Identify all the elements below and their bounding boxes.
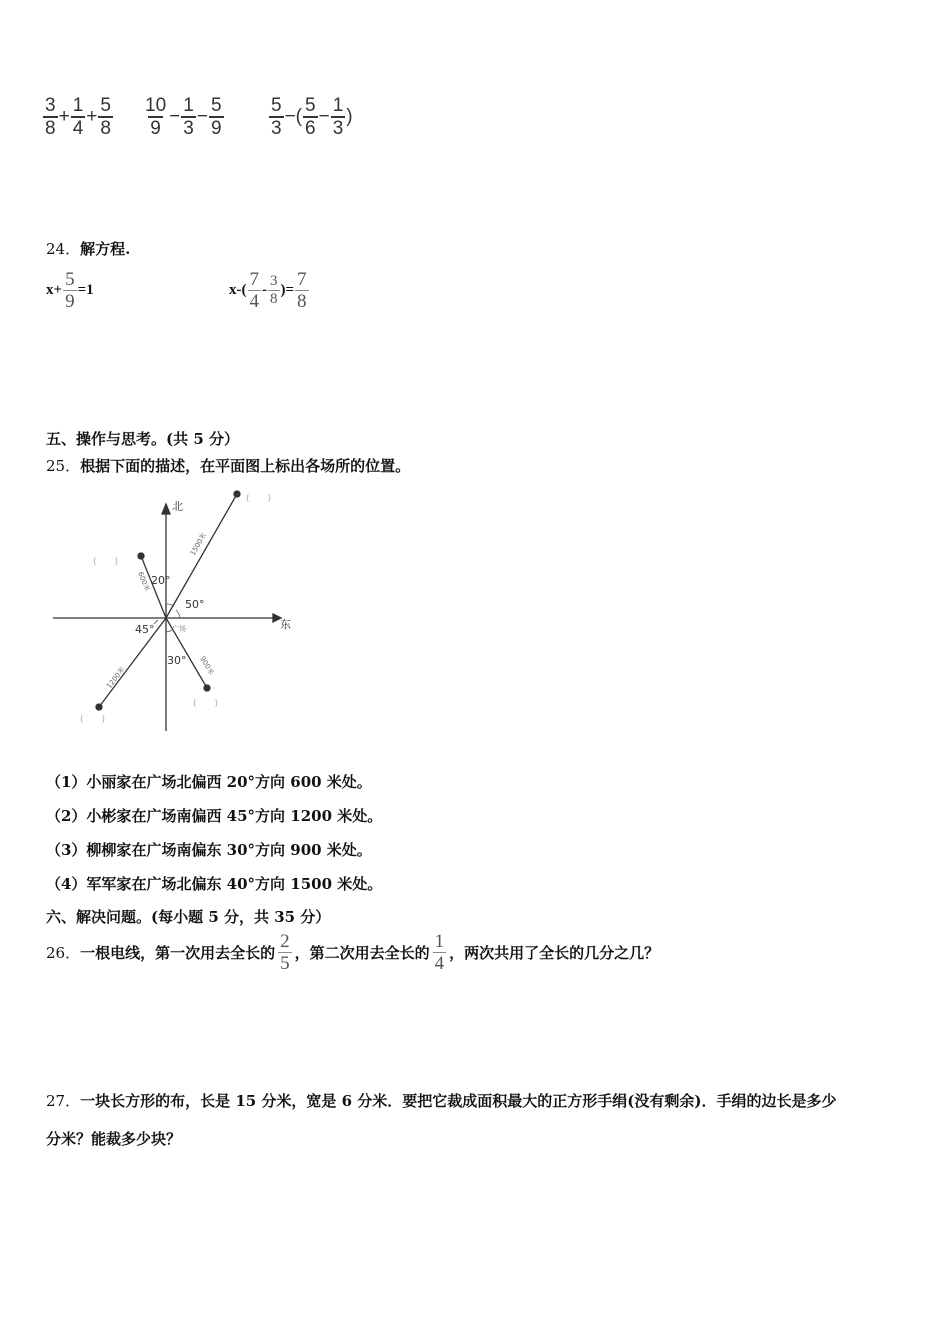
section-6-title: 六、解决问题。(每小题 5 分，共 35 分） [46,908,331,926]
q25-item-3: （3）柳柳家在广场南偏东 30°方向 900 米处。 [46,841,372,859]
answer-bracket: ( ) [246,494,272,504]
q25-item-2: （2）小彬家在广场南偏西 45°方向 1200 米处。 [46,807,383,825]
fraction: $\frac{7}{4}$ [249,269,259,312]
fraction: $\frac{5}{9}$ [65,269,75,312]
north-arrow [162,504,170,514]
calculation-2: $\frac{10}{9}$ − $\frac{1}{3}$ − $\frac{5}{9}$ [145,95,222,139]
answer-bracket: ( ) [193,699,219,709]
fraction: $\frac{2}{5}$ [280,931,290,974]
calculation-3: $\frac{5}{3}$ −( $\frac{5}{6}$ − $\frac{1}{3}$ ) [271,95,353,139]
angle-arc-east [176,610,180,618]
q24-heading: 24．解方程. [46,240,131,258]
section-5-title: 五、操作与思考。(共 5 分） [46,430,239,448]
q26: 26． 一根电线，第一次用去全长的 $\frac{2}{5}$ ，第二次用去全长的 $\frac{1}{4}$ ，两次共用了全长的几分之几？ [46,931,660,974]
north-label: 北 [172,500,183,513]
point-junjun [234,491,240,497]
fraction: $\frac{5}{3}$ [271,95,282,139]
fraction: $\frac{1}{3}$ [332,95,344,139]
fraction: $\frac{1}{4}$ [72,95,84,139]
q24-equation-1: x+ $\frac{5}{9}$ =1 [46,269,94,312]
q27-line-1: 27．一块长方形的布，长是 15 分米，宽是 6 分米．要把它裁成面积最大的正方形手绢(没有剩余)．手绢的边长是多少 [46,1092,837,1110]
answer-bracket: ( ) [80,715,106,725]
fraction: $\frac{7}{8}$ [297,269,307,312]
q25-item-1: （1）小丽家在广场北偏西 20°方向 600 米处。 [46,773,372,791]
distance-label: 900米 [198,655,216,677]
q27-line-2: 分米？能裁多少块？ [46,1130,182,1148]
angle-arc-north [166,604,174,606]
fraction: $\frac{10}{9}$ [145,95,167,139]
angle-label: 20° [151,574,171,587]
answer-bracket: ( ) [93,557,119,567]
q25-heading: 25．根据下面的描述，在平面图上标出各场所的位置。 [46,457,411,475]
q24-equation-2: x-( $\frac{7}{4}$ - $\frac{3}{8}$ )= $\frac{7}{8}$ [229,269,307,312]
angle-label: 45° [135,623,155,636]
calculation-1: $\frac{3}{8}$ + $\frac{1}{4}$ + $\frac{5}{8}$ [45,95,111,139]
distance-label: 1500米 [188,531,209,557]
q25-item-4: （4）军军家在广场北偏东 40°方向 1500 米处。 [46,875,383,893]
fraction: $\frac{3}{8}$ [270,273,278,307]
distance-label: 600米 [136,570,152,593]
center-label: 广场 [172,625,186,633]
fraction: $\frac{5}{9}$ [210,95,222,139]
fraction: $\frac{1}{4}$ [434,931,445,974]
point-xiaoli [138,553,144,559]
angle-arc-south-west [154,620,158,624]
fraction: $\frac{5}{6}$ [305,95,316,139]
east-label: 东 [280,618,291,631]
angle-label: 50° [185,598,205,611]
direction-diagram [48,486,298,736]
point-liuliu [204,685,210,691]
point-xiaobin [96,704,102,710]
angle-label: 30° [167,654,187,667]
ray-south-west-45 [99,618,166,707]
fraction: $\frac{1}{3}$ [183,95,194,139]
fraction: $\frac{3}{8}$ [45,95,56,139]
fraction: $\frac{5}{8}$ [100,95,111,139]
distance-label: 1200米 [105,665,127,691]
